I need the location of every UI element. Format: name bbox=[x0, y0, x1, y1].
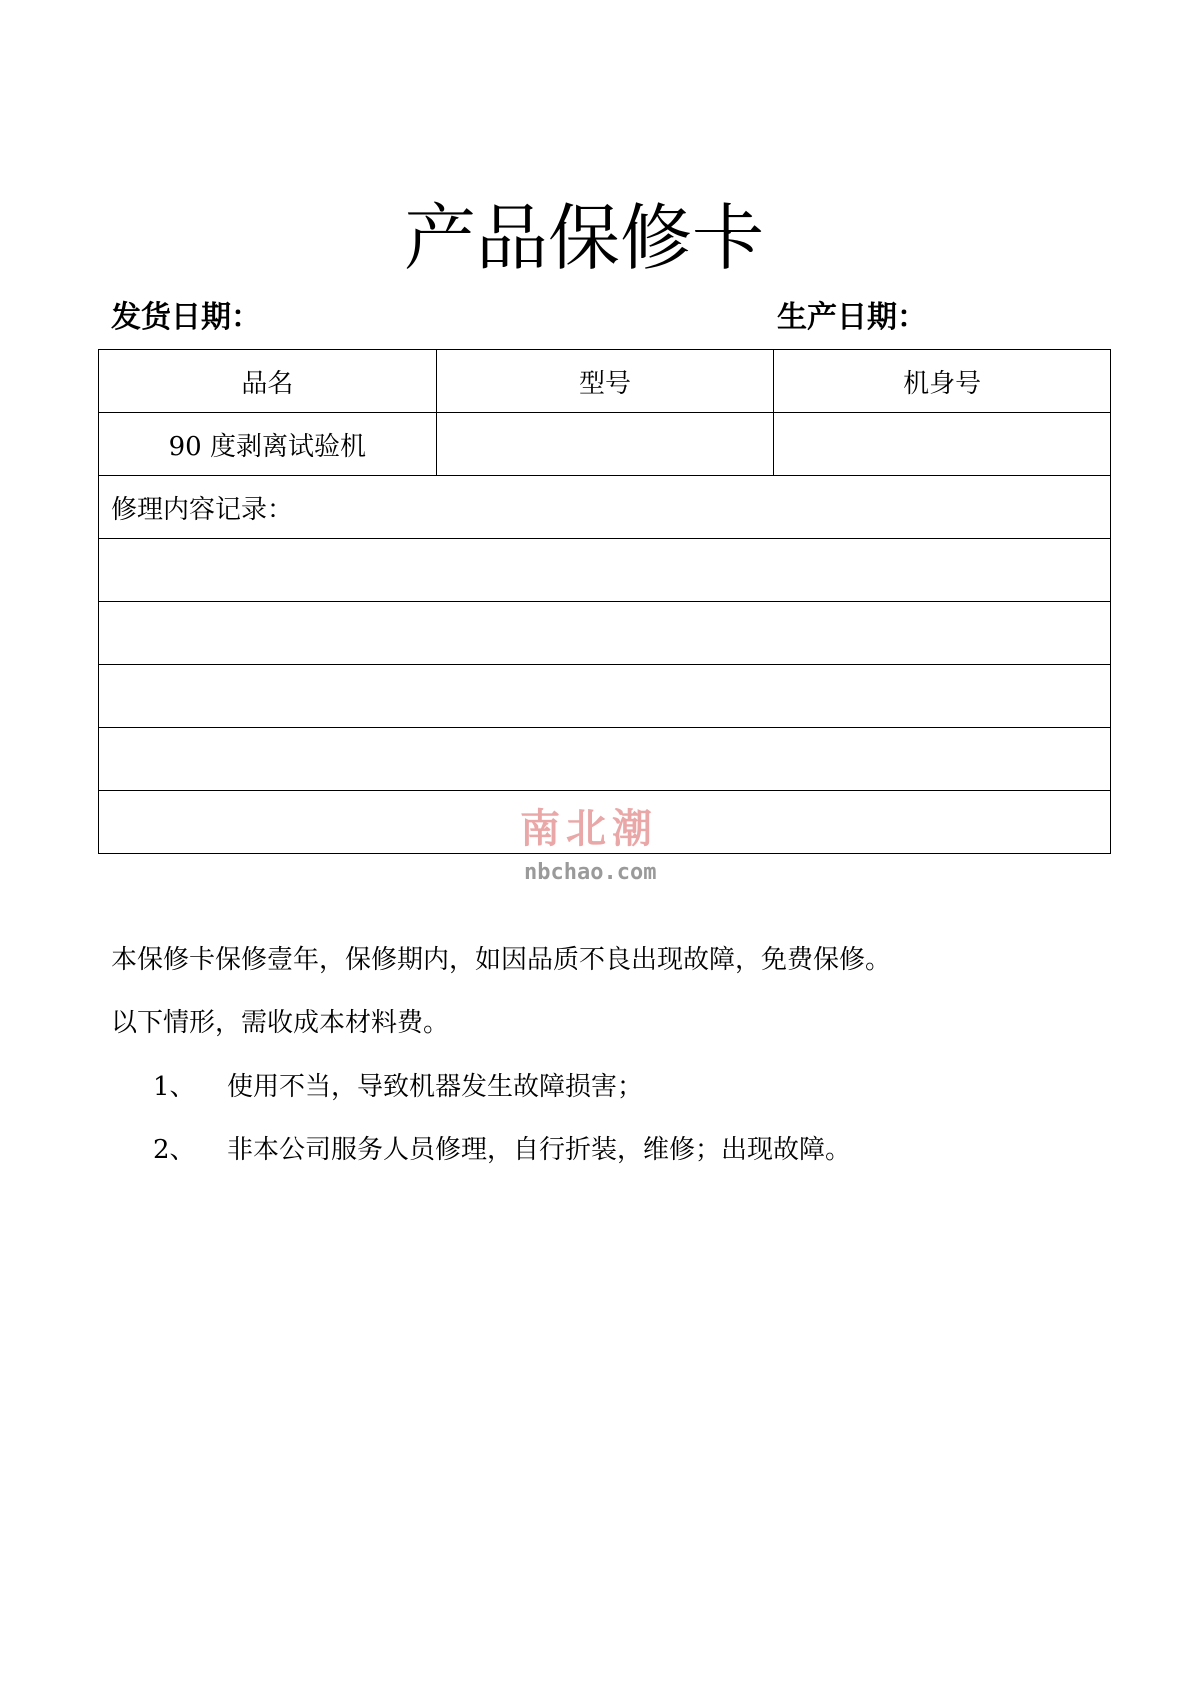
list-number: 1、 bbox=[153, 1072, 196, 1102]
table-header-row bbox=[99, 350, 1111, 413]
header-product-name: 品名 bbox=[99, 350, 437, 413]
repair-record-line[interactable] bbox=[99, 665, 1111, 728]
serial-number-cell[interactable] bbox=[774, 413, 1111, 476]
model-cell[interactable] bbox=[436, 413, 774, 476]
header-serial-number: 机身号 bbox=[774, 350, 1111, 413]
repair-record-line[interactable] bbox=[99, 728, 1111, 791]
header-model: 型号 bbox=[436, 350, 774, 413]
repair-record-line[interactable] bbox=[99, 602, 1111, 665]
watermark-domain: nbchao.com bbox=[524, 860, 657, 885]
list-number: 2、 bbox=[153, 1135, 196, 1165]
product-name-cell[interactable]: 90 度剥离试验机 bbox=[99, 413, 437, 476]
production-date-label: 生产日期： bbox=[777, 300, 927, 335]
table-row bbox=[99, 413, 1111, 476]
list-item: 使用不当，导致机器发生故障损害； bbox=[227, 1072, 644, 1102]
repair-record-line[interactable] bbox=[99, 539, 1111, 602]
charges-intro-text: 以下情形，需收成本材料费。 bbox=[111, 1008, 450, 1038]
page-title: 产品保修卡 bbox=[403, 196, 764, 280]
warranty-table bbox=[98, 349, 1111, 854]
watermark-logo: 南北潮 bbox=[520, 805, 658, 852]
list-item: 非本公司服务人员修理，自行折装，维修；出现故障。 bbox=[227, 1135, 852, 1165]
ship-date-label: 发货日期： bbox=[111, 300, 261, 335]
repair-record-label: 修理内容记录： bbox=[99, 476, 1111, 539]
warranty-term-text: 本保修卡保修壹年，保修期内，如因品质不良出现故障，免费保修。 bbox=[111, 945, 892, 975]
